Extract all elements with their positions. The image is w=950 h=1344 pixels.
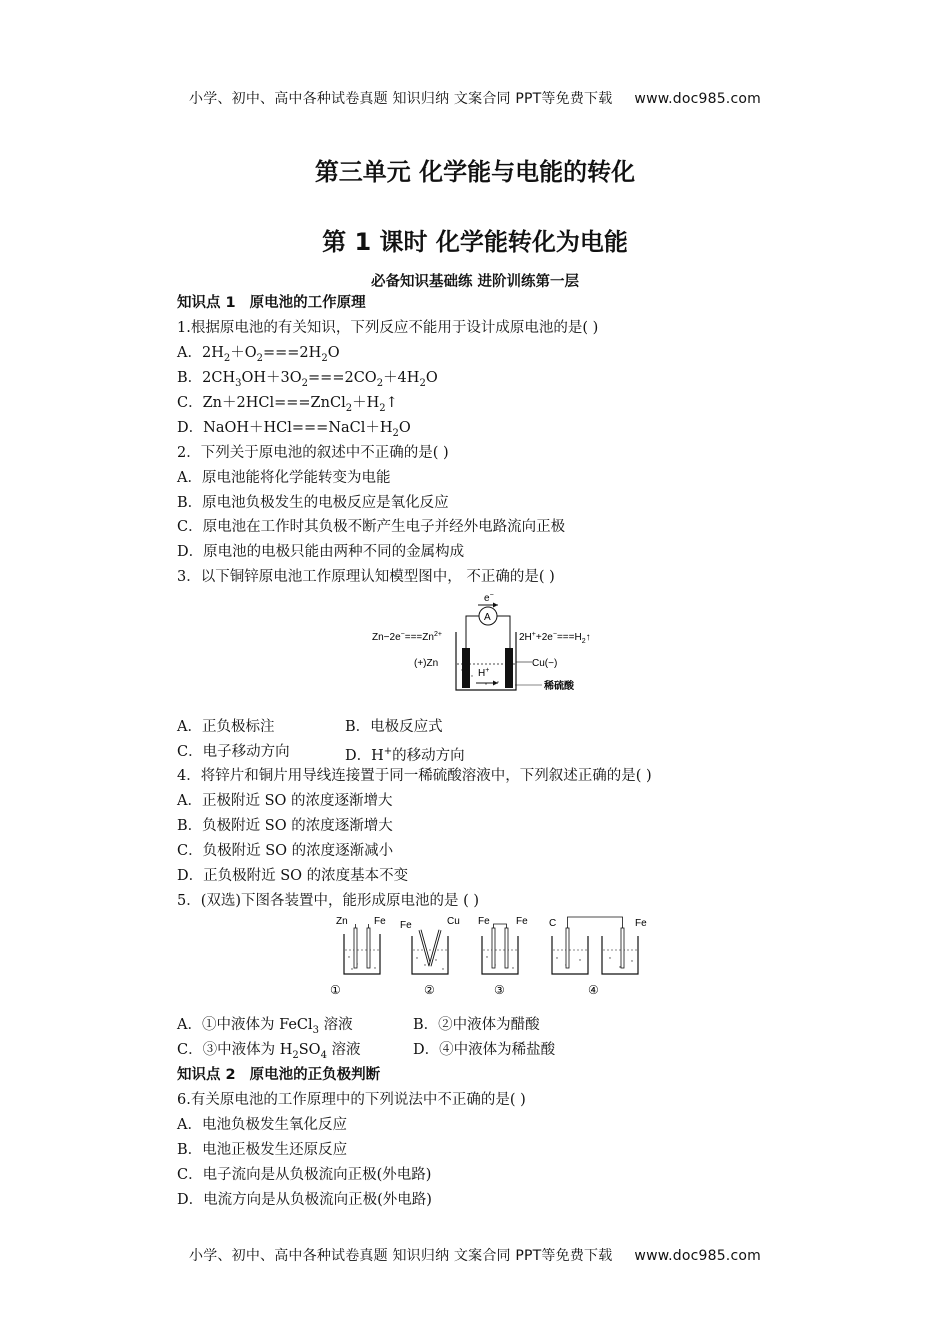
- knowledge-point-2: [177, 1065, 380, 1085]
- q3-option-a: A．正负极标注: [177, 719, 275, 735]
- q3-option-d: D．H+的移动方向: [345, 746, 465, 764]
- q5-option-d: D．④中液体为稀盐酸: [413, 1042, 556, 1058]
- device-number-2: ②: [424, 983, 435, 997]
- acid-label: 稀硫酸: [544, 681, 574, 692]
- device-number-1: ①: [330, 983, 341, 997]
- q1-option-a: A．$2H_2+O_2===2H_2O$: [177, 345, 340, 364]
- q6-option-d: D．电流方向是从负极流向正极(外电路): [177, 1192, 432, 1208]
- q5-stem: 5．(双选)下图各装置中，能形成原电池的是 ( ): [177, 893, 480, 909]
- kp2-name: 原电池的正负极判断: [249, 1067, 381, 1083]
- kp1-name: 原电池的工作原理: [249, 295, 366, 311]
- unit-title: 第三单元 化学能与电能的转化: [314, 158, 636, 186]
- right-electrode-equation: $2H^++2e^-===H_2↑$: [519, 631, 591, 645]
- q1-stem: 1.根据原电池的有关知识，下列反应不能用于设计成原电池的是( ): [177, 320, 599, 336]
- header-site[interactable]: www.doc985.com: [634, 91, 761, 107]
- q2-option-c: C．原电池在工作时其负极不断产生电子并经外电路流向正极: [177, 519, 566, 535]
- q3-option-b: B．电极反应式: [345, 719, 443, 735]
- q1-option-c: C．$Zn+2HCl===ZnCl_2+H_2↑$: [177, 395, 398, 414]
- q2-option-b: B．原电池负极发生的电极反应是氧化反应: [177, 495, 449, 511]
- header-text: 小学、初中、高中各种试卷真题 知识归纳 文案合同 PPT等免费下载: [189, 91, 613, 107]
- device-3: [478, 916, 528, 974]
- footer-text: 小学、初中、高中各种试卷真题 知识归纳 文案合同 PPT等免费下载: [189, 1248, 613, 1264]
- device1-label-fe: Fe: [374, 916, 386, 927]
- section-subtitle: 必备知识基础练 进阶训练第一层: [370, 274, 580, 290]
- device3-label-fe2: Fe: [516, 916, 528, 927]
- q3-galvanic-cell-figure: [368, 590, 618, 700]
- page-header: [0, 88, 950, 108]
- q4-option-d: D．正负极附近 SO 的浓度基本不变: [177, 868, 409, 884]
- q2-option-a: A．原电池能将化学能转变为电能: [177, 470, 391, 486]
- q4-option-a: A．正极附近 SO 的浓度逐渐增大: [177, 793, 393, 809]
- q3-option-c: C．电子移动方向: [177, 744, 290, 760]
- electron-label: e−: [484, 592, 494, 604]
- device3-label-fe1: Fe: [478, 916, 490, 927]
- q6-option-c: C．电子流向是从负极流向正极(外电路): [177, 1167, 432, 1183]
- device-number-3: ③: [494, 983, 505, 997]
- device-1: [336, 916, 386, 974]
- q5-option-b: B．②中液体为醋酸: [413, 1017, 540, 1033]
- device2-label-cu: Cu: [447, 916, 460, 927]
- q6-stem: 6.有关原电池的工作原理中的下列说法中不正确的是( ): [177, 1092, 526, 1108]
- device2-label-fe: Fe: [400, 920, 412, 931]
- wire-left: [466, 616, 479, 650]
- kp2-number: 知识点 2: [177, 1067, 236, 1083]
- electron-arrow-head: [493, 603, 498, 608]
- device1-label-zn: Zn: [336, 916, 348, 927]
- device4-label-c: C: [549, 918, 557, 929]
- q3-stem: 3．以下铜锌原电池工作原理认知模型图中， 不正确的是( ): [177, 569, 555, 585]
- q5-option-a: A．①中液体为 FeCl$_3$ 溶液: [177, 1017, 353, 1036]
- q1-option-b: B．$2CH_3OH+3O_2===2CO_2+4H_2O$: [177, 370, 438, 389]
- q1-option-d: D．$NaOH+HCl===NaCl+H_2O$: [177, 420, 411, 439]
- footer-site[interactable]: www.doc985.com: [634, 1248, 761, 1264]
- lesson-title: 第 1 课时 化学能转化为电能: [322, 228, 628, 256]
- zinc-electrode: [462, 648, 470, 688]
- knowledge-point-1: [177, 293, 366, 313]
- device-number-4: ④: [588, 983, 599, 997]
- left-electrode-equation: $Zn-2e^-===Zn^{2+}$: [372, 631, 442, 643]
- wire-right: [497, 616, 510, 650]
- q4-stem: 4．将锌片和铜片用导线连接置于同一稀硫酸溶液中，下列叙述正确的是( ): [177, 768, 652, 784]
- copper-label: Cu(−): [532, 658, 558, 669]
- device-4: [549, 917, 647, 974]
- q6-option-b: B．电池正极发生还原反应: [177, 1142, 348, 1158]
- kp1-number: 知识点 1: [177, 295, 236, 311]
- q4-option-c: C．负极附近 SO 的浓度逐渐减小: [177, 843, 394, 859]
- q5-option-c: C．③中液体为 $H_2SO_4$ 溶液: [177, 1042, 361, 1061]
- ammeter-label: A: [484, 612, 491, 623]
- q5-devices-figure: [330, 912, 660, 1002]
- device4-label-fe: Fe: [635, 918, 647, 929]
- q2-option-d: D．原电池的电极只能由两种不同的金属构成: [177, 544, 465, 560]
- zinc-label: (+)Zn: [414, 658, 439, 669]
- device-2: [400, 916, 460, 974]
- q6-option-a: A．电池负极发生氧化反应: [177, 1117, 347, 1133]
- page-footer: [0, 1245, 950, 1265]
- q2-stem: 2．下列关于原电池的叙述中不正确的是( ): [177, 445, 449, 461]
- ion-label: H+: [478, 667, 490, 679]
- q4-option-b: B．负极附近 SO 的浓度逐渐增大: [177, 818, 393, 834]
- copper-electrode: [505, 648, 513, 688]
